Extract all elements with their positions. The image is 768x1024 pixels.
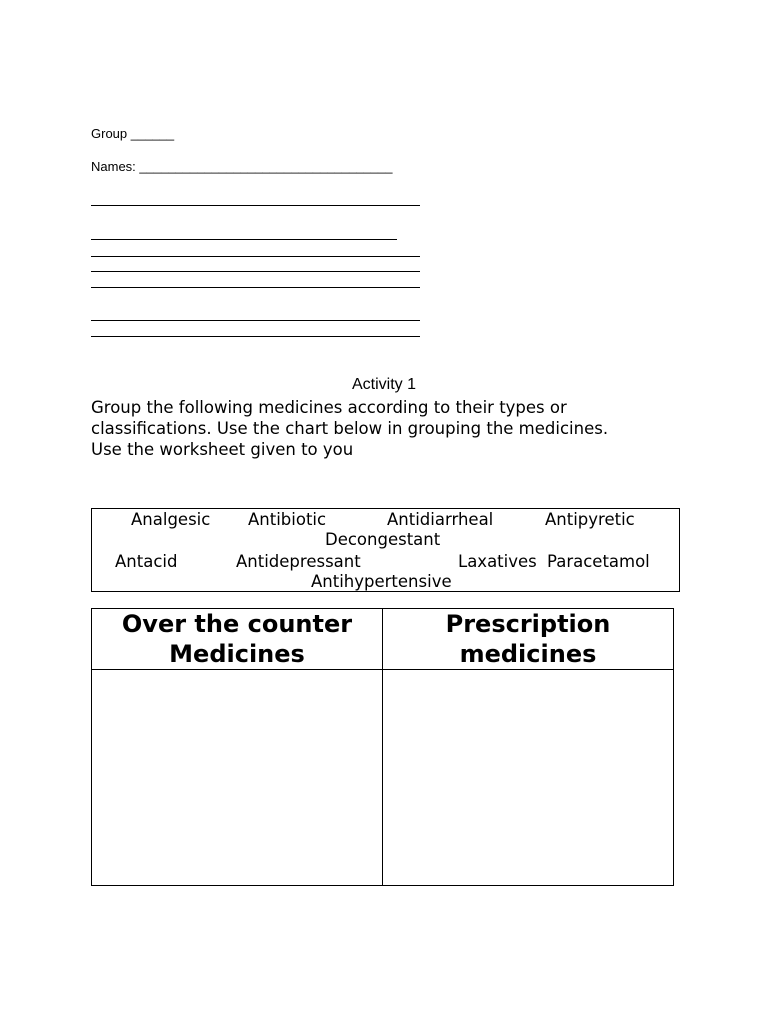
word-bank: [91, 508, 680, 592]
name-blank-line: [91, 256, 420, 257]
header-line: Over the counter: [121, 610, 353, 638]
word-bank-item: Laxatives: [458, 552, 537, 571]
name-blank-line: [91, 287, 420, 288]
instructions-line: Use the worksheet given to you: [91, 440, 354, 459]
prescription-column-header: [383, 609, 674, 670]
table-header-row: [92, 609, 674, 670]
word-bank-item: Paracetamol: [547, 552, 650, 571]
name-blank-line: [91, 205, 420, 206]
header-line: Prescription: [445, 610, 611, 638]
otc-column-header: [92, 609, 383, 670]
name-blank-line: [91, 336, 420, 337]
prescription-answer-cell: [383, 670, 674, 886]
header-line: Medicines: [169, 640, 305, 668]
table-row: [92, 670, 674, 886]
name-blank-line: [91, 320, 420, 321]
names-label: Names: ___________________________________: [91, 159, 393, 174]
word-bank-item: Antihypertensive: [311, 572, 452, 591]
word-bank-item: Antacid: [115, 552, 178, 571]
name-blank-line: [91, 239, 397, 240]
word-bank-item: Analgesic: [131, 510, 211, 529]
instructions-line: Group the following medicines according to their types or: [91, 398, 567, 417]
instructions-line: classifications. Use the chart below in grouping the medicines.: [91, 419, 609, 438]
header-line: medicines: [459, 640, 597, 668]
word-bank-item: Antipyretic: [545, 510, 635, 529]
word-bank-item: Antidepressant: [236, 552, 361, 571]
activity-title: Activity 1: [351, 376, 416, 393]
otc-answer-cell: [92, 670, 383, 886]
group-label: Group ______: [91, 126, 175, 141]
word-bank-item: Decongestant: [325, 530, 441, 549]
word-bank-item: Antibiotic: [248, 510, 327, 529]
word-bank-item: Antidiarrheal: [387, 510, 494, 529]
instructions: [91, 397, 691, 460]
name-blank-line: [91, 271, 420, 272]
sorting-table: [91, 608, 674, 886]
